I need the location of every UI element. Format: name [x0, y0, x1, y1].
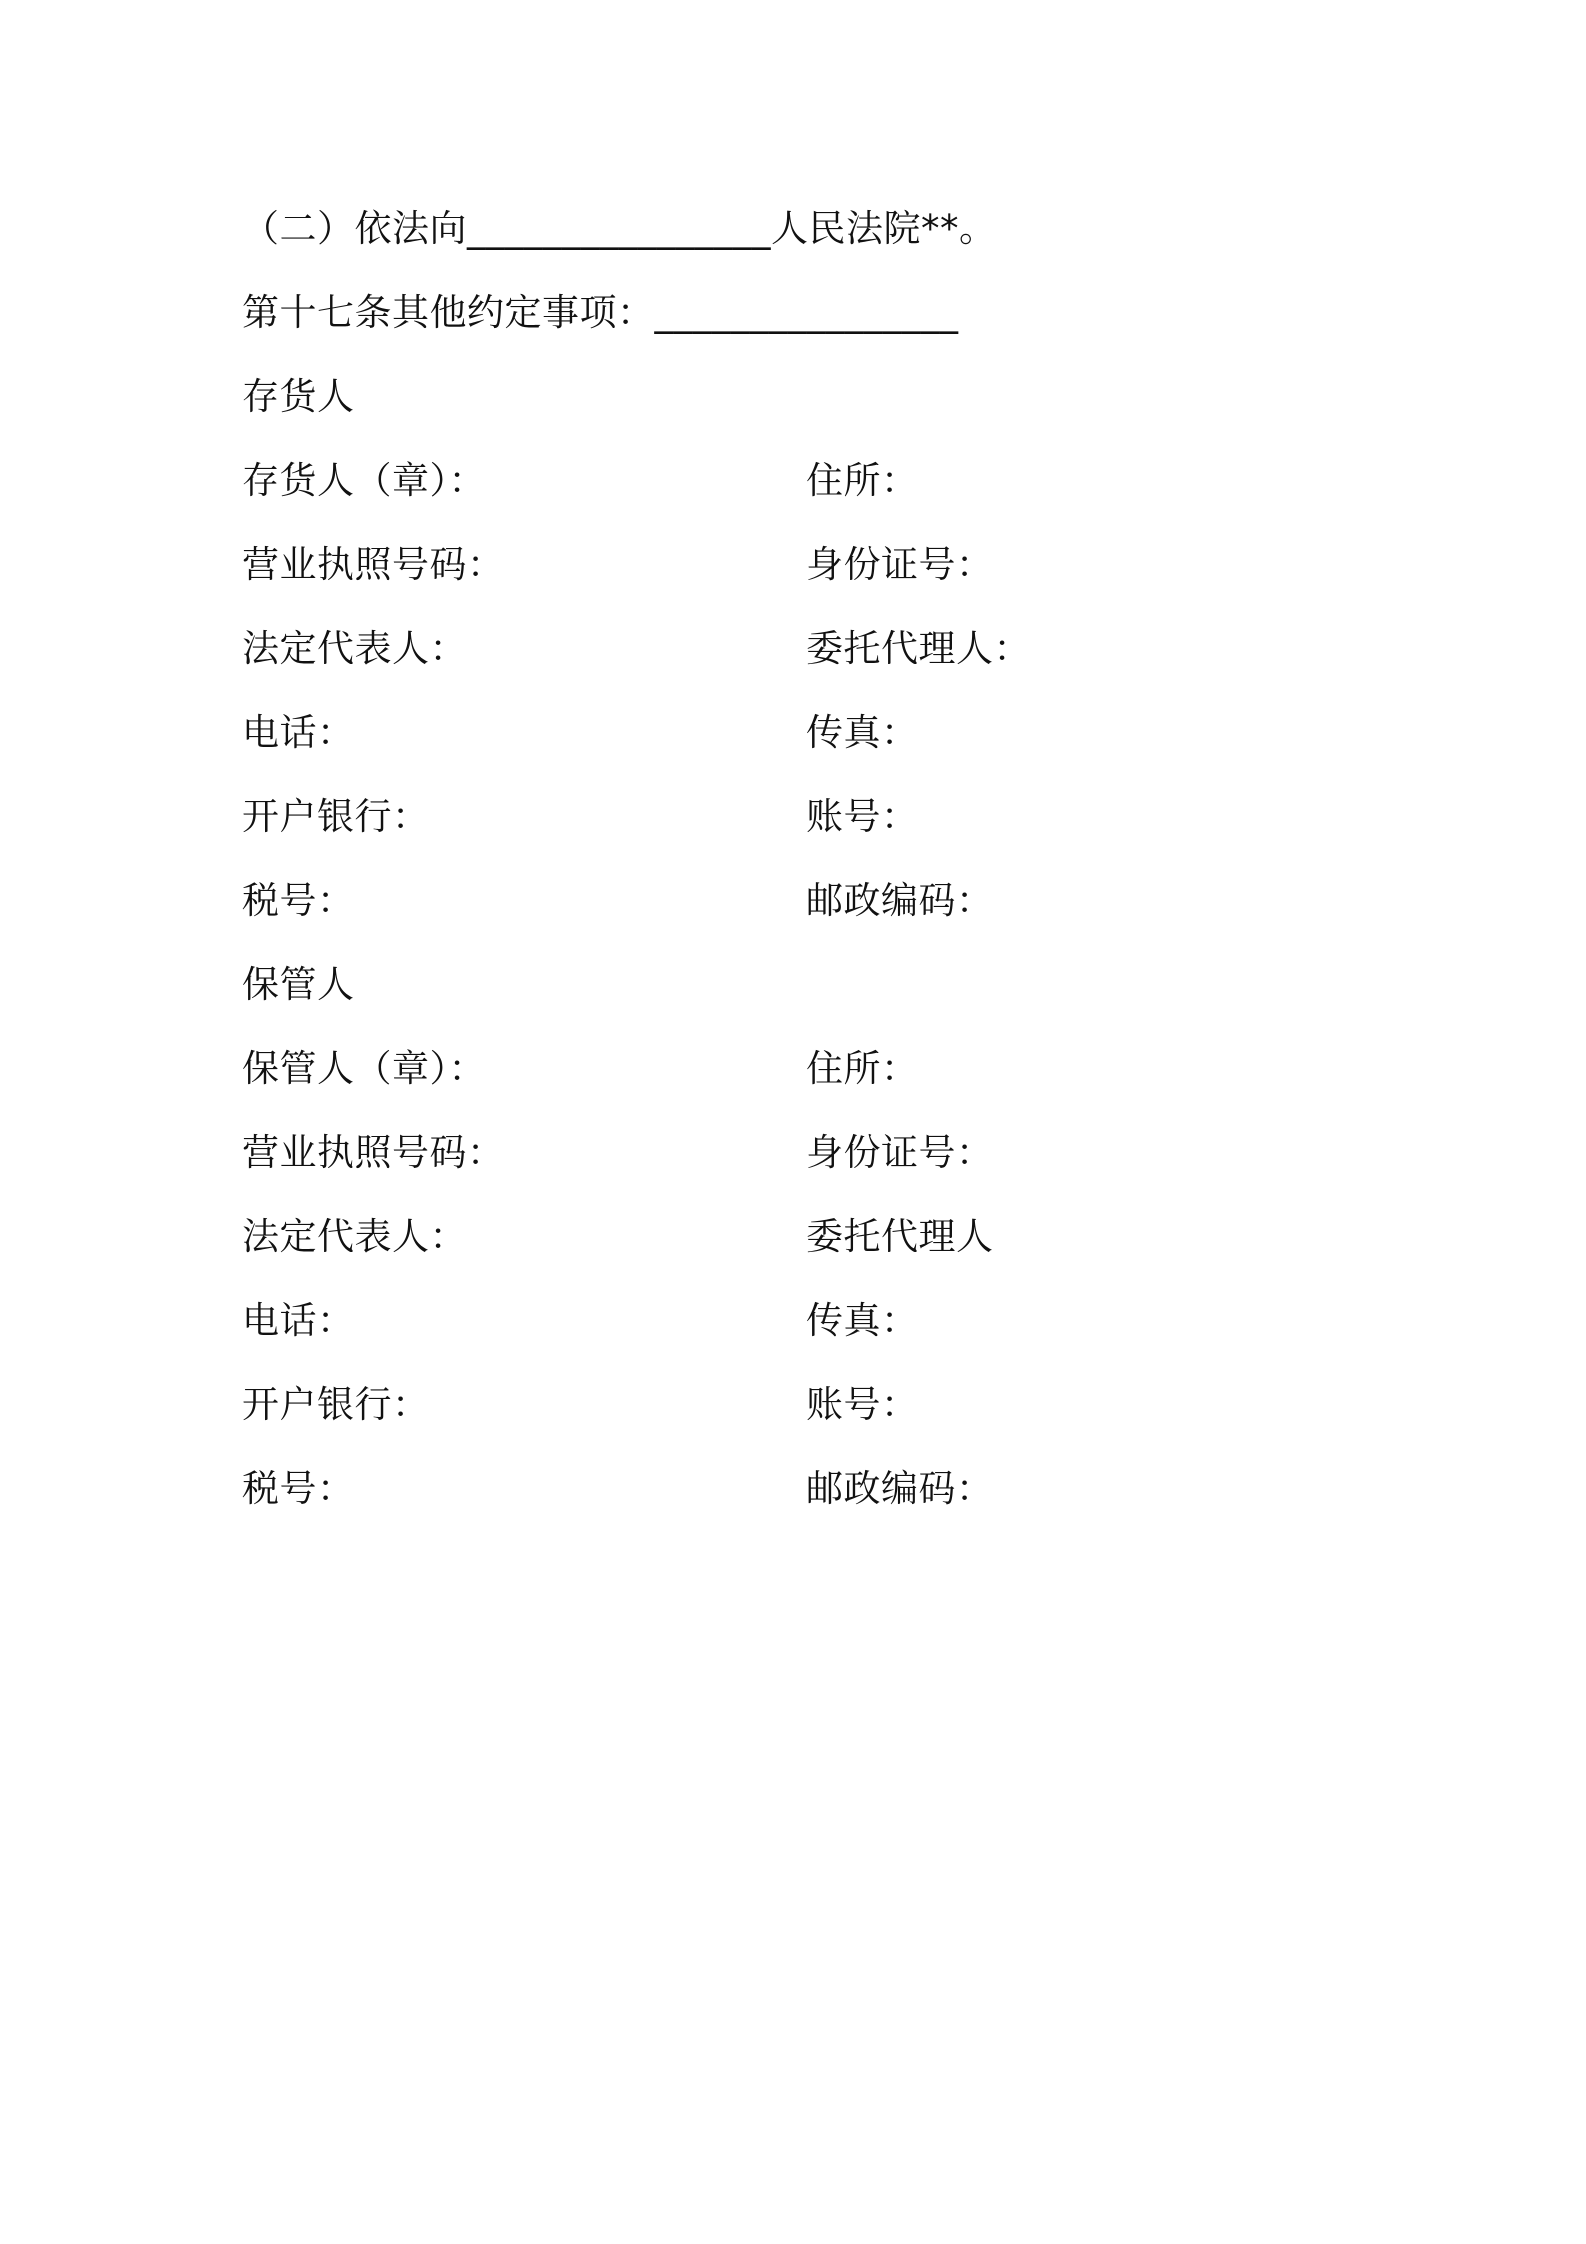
- custodian-legal-rep-label: 法定代表人：: [242, 1215, 467, 1258]
- depositor-license-label: 营业执照号码：: [242, 543, 505, 586]
- depositor-legal-rep-label: 法定代表人：: [242, 627, 467, 670]
- custodian-fax-label: 传真：: [806, 1299, 919, 1342]
- custodian-phone-label: 电话：: [242, 1299, 355, 1342]
- depositor-bank-label: 开户银行：: [242, 795, 430, 838]
- custodian-seal-label: 保管人（章）：: [242, 1047, 486, 1090]
- depositor-postcode-label: 邮政编码：: [806, 879, 994, 922]
- custodian-id-label: 身份证号：: [806, 1131, 994, 1174]
- depositor-phone-label: 电话：: [242, 711, 355, 754]
- depositor-account-label: 账号：: [806, 795, 919, 838]
- depositor-fax-label: 传真：: [806, 711, 919, 754]
- custodian-address-label: 住所：: [806, 1047, 919, 1090]
- custodian-agent-label: 委托代理人: [806, 1215, 994, 1258]
- depositor-id-label: 身份证号：: [806, 543, 994, 586]
- clause-seventeen-other-matters: 第十七条其他约定事项：________________: [242, 291, 959, 334]
- custodian-bank-label: 开户银行：: [242, 1383, 430, 1426]
- depositor-heading: 存货人: [242, 375, 355, 418]
- custodian-postcode-label: 邮政编码：: [806, 1467, 994, 1510]
- custodian-license-label: 营业执照号码：: [242, 1131, 505, 1174]
- clause-court-jurisdiction: （二）依法向________________人民法院**。: [242, 207, 997, 250]
- custodian-heading: 保管人: [242, 963, 355, 1006]
- depositor-address-label: 住所：: [806, 459, 919, 502]
- custodian-tax-label: 税号：: [242, 1467, 355, 1510]
- depositor-seal-label: 存货人（章）：: [242, 459, 486, 502]
- depositor-agent-label: 委托代理人：: [806, 627, 1031, 670]
- depositor-tax-label: 税号：: [242, 879, 355, 922]
- custodian-account-label: 账号：: [806, 1383, 919, 1426]
